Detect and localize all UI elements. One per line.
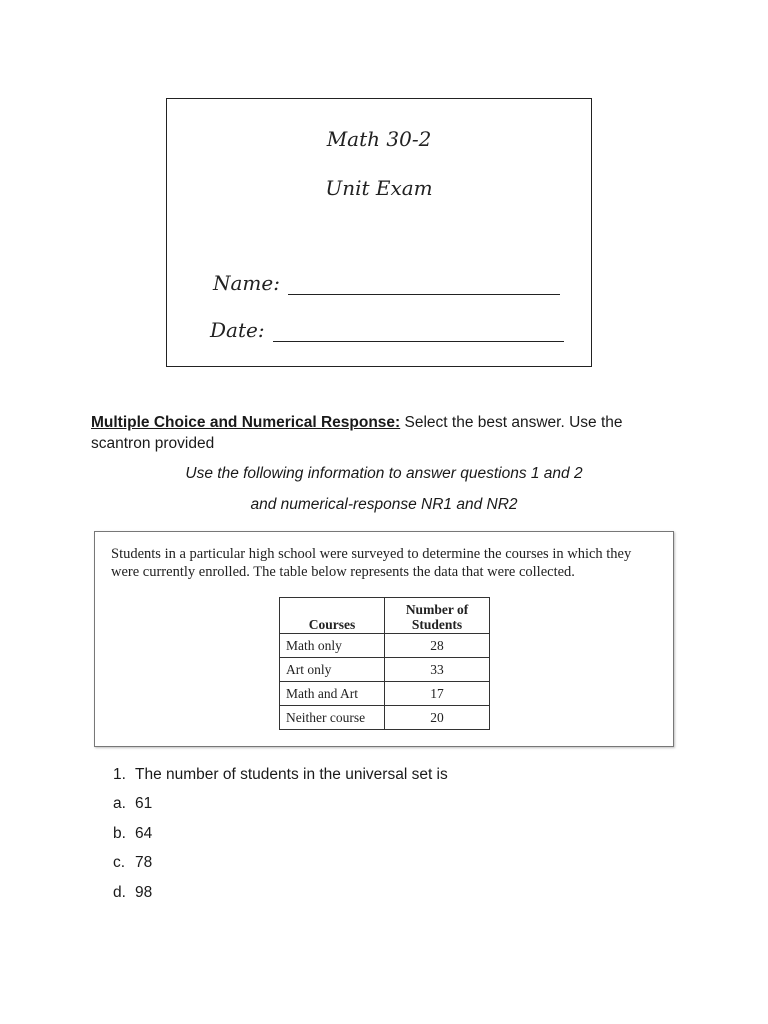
instructions (91, 412, 671, 454)
table-cell-count: 33 (385, 658, 490, 682)
option-value: 98 (135, 883, 153, 901)
date-blank-line (273, 319, 564, 342)
answer-options (113, 795, 152, 913)
survey-description: Students in a particular high school were surveyed to determine the courses in which they were currently enrolled. The table below represents the data that were collected. (111, 546, 632, 580)
option-letter: c. (113, 854, 126, 871)
header-courses: Courses (280, 598, 385, 634)
table-row (280, 706, 490, 730)
course-title: Math 30-2 (326, 127, 432, 151)
header-number-of-students: Number of Students (385, 598, 490, 634)
option-letter: a. (113, 795, 126, 812)
option-value: 61 (135, 795, 153, 812)
option-value: 78 (135, 854, 153, 871)
option-letter: b. (113, 824, 126, 842)
option-c (113, 854, 152, 884)
table-row (280, 634, 490, 658)
table-cell-course: Art only (280, 658, 385, 682)
table-header-row (280, 598, 490, 634)
table-cell-course: Math and Art (280, 682, 385, 706)
table-cell-count: 17 (385, 682, 490, 706)
option-letter: d. (113, 883, 126, 901)
date-field (210, 318, 564, 342)
instructions-heading: Multiple Choice and Numerical Response: (91, 414, 401, 431)
name-label: Name: (213, 271, 280, 295)
instructions-text: Select the best answer. Use the scantron provided (91, 414, 623, 452)
exam-cover-box (166, 98, 592, 367)
table-cell-count: 20 (385, 706, 490, 730)
option-a (113, 795, 152, 825)
question-1 (113, 766, 448, 784)
table-row (280, 682, 490, 706)
info-intro-line-2: and numerical-response NR1 and NR2 (250, 496, 518, 513)
table-cell-course: Math only (280, 634, 385, 658)
table-cell-course: Neither course (280, 706, 385, 730)
exam-title: Unit Exam (325, 176, 433, 200)
question-number: 1. (113, 766, 126, 783)
info-intro-line-1: Use the following information to answer questions 1 and 2 (185, 465, 583, 482)
option-value: 64 (135, 824, 153, 842)
date-label: Date: (210, 318, 265, 342)
name-field (213, 271, 560, 295)
table-cell-count: 28 (385, 634, 490, 658)
option-d (113, 884, 152, 914)
table-row (280, 658, 490, 682)
question-text: The number of students in the universal set is (135, 766, 448, 783)
info-box (94, 531, 674, 747)
name-blank-line (288, 272, 560, 295)
option-b (113, 825, 152, 855)
survey-table (279, 597, 490, 730)
